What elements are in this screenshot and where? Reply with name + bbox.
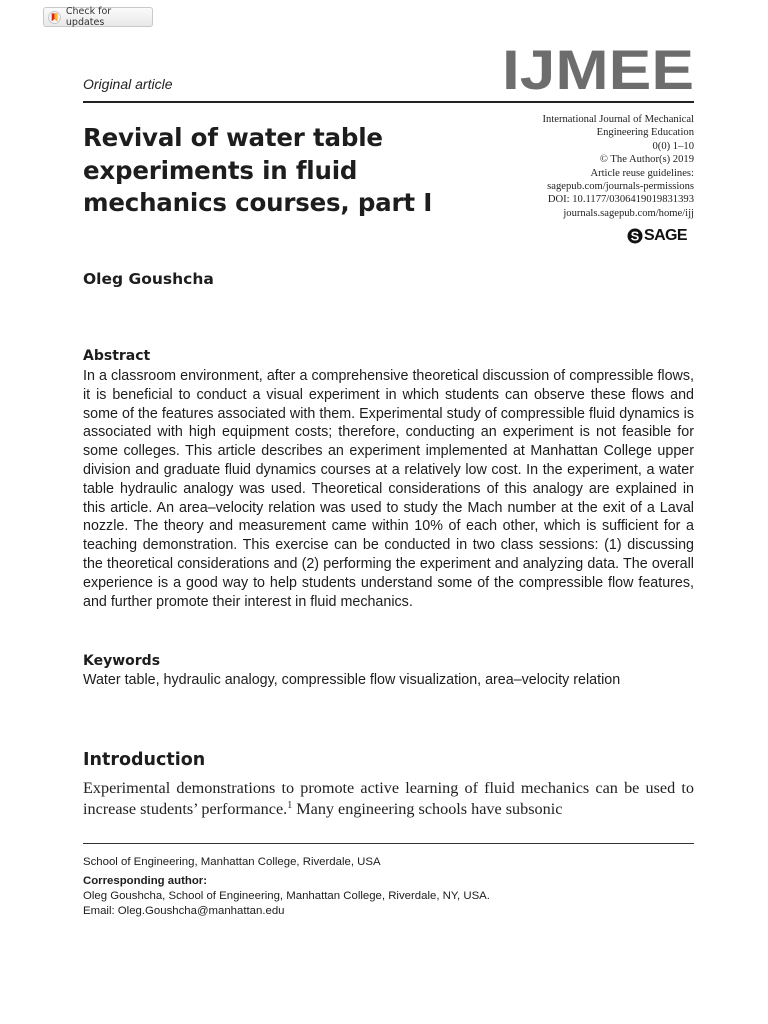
introduction-heading: Introduction bbox=[83, 750, 206, 770]
sage-s-icon bbox=[627, 228, 643, 244]
corresponding-author-email[interactable]: Email: Oleg.Goushcha@manhattan.edu bbox=[83, 905, 285, 917]
keywords-heading: Keywords bbox=[83, 653, 161, 669]
corresponding-author-heading: Corresponding author: bbox=[83, 875, 208, 887]
publisher-logo-text: SAGE bbox=[644, 227, 687, 244]
footnote-rule bbox=[83, 843, 694, 844]
meta-volume-pages: 0(0) 1–10 bbox=[652, 140, 694, 152]
meta-journal-name-1: International Journal of Mechanical bbox=[542, 114, 694, 125]
check-for-updates-button[interactable] bbox=[43, 7, 153, 27]
intro-text-start: Experimental demonstrations to promote active learning of fluid mechanics can be used to increase students’ performance. bbox=[83, 779, 694, 818]
publisher-logo bbox=[627, 226, 695, 246]
intro-text-end: Many engineering schools have subsonic bbox=[292, 799, 563, 818]
meta-doi[interactable]: DOI: 10.1177/0306419019831393 bbox=[547, 194, 694, 206]
journal-logo-text: IJMEE bbox=[502, 46, 694, 90]
meta-journal-name-2: Engineering Education bbox=[596, 127, 694, 139]
meta-permissions-link[interactable]: sagepub.com/journals-permissions bbox=[547, 181, 694, 193]
crossmark-icon bbox=[48, 11, 61, 24]
svg-text:S: S bbox=[630, 228, 640, 244]
abstract-heading: Abstract bbox=[83, 348, 151, 364]
meta-copyright: © The Author(s) 2019 bbox=[599, 154, 694, 166]
introduction-text bbox=[83, 778, 694, 819]
author-name: Oleg Goushcha bbox=[83, 270, 214, 288]
article-title: Revival of water table experiments in fluid mechanics courses, part I bbox=[83, 123, 433, 217]
citation-ref[interactable]: 1 bbox=[287, 799, 293, 811]
check-for-updates-label: Check for updates bbox=[65, 6, 112, 28]
article-type-label: Original article bbox=[83, 76, 173, 92]
abstract-text: In a classroom environment, after a comprehensive theoretical discussion of compressible flows, it is beneficial to conduct a visual experiment in which students can observe these flows and some of the features associated with them. Experimental study of compressible fluid dynamics is associated with high equipment costs; therefore, conducting an experiment is not feasible for some colleges. This article describes an experiment implemented at Manhattan College upper division and graduate fluid dynamics courses at a relatively low cost. In the experiment, a water table hydraulic analogy was used. Theoretical considerations of this analogy are explained in this article. An area–velocity relation was used to study the Mach number at the exit of a Laval nozzle. The theory and measurement came within 10% of each other, which is sufficient for a teaching demonstration. This exercise can be conducted in two class sessions: (1) discussing the theoretical considerations and (2) performing the experiment and analyzing data. The overall experience is a good way to help students understand some of the compressible flow features, and further promote their interest in fluid mechanics. bbox=[83, 368, 694, 610]
meta-journal-home-link[interactable]: journals.sagepub.com/home/ijj bbox=[563, 207, 694, 219]
header-rule bbox=[83, 101, 694, 103]
journal-logo bbox=[502, 46, 694, 90]
keywords-text: Water table, hydraulic analogy, compressible flow visualization, area–velocity relation bbox=[83, 672, 621, 688]
meta-reuse-label: Article reuse guidelines: bbox=[590, 167, 694, 179]
affiliation-note: School of Engineering, Manhattan College, Riverdale, USA bbox=[83, 856, 381, 868]
corresponding-author-details: Oleg Goushcha, School of Engineering, Manhattan College, Riverdale, NY, USA. bbox=[83, 890, 490, 902]
